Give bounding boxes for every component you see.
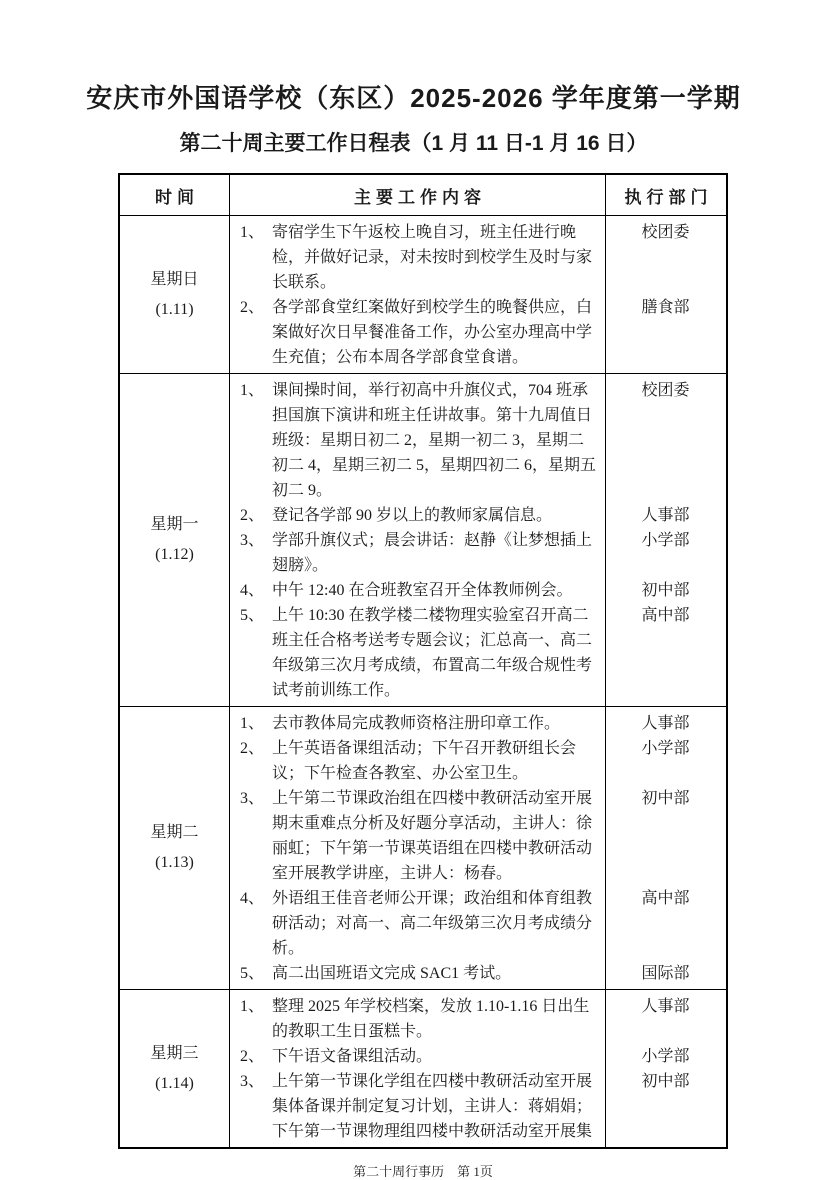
item-department: 人事部 — [641, 715, 690, 732]
item-number: 5、 — [240, 965, 265, 982]
day-label: 星期二 — [150, 824, 199, 841]
item-text: 寄宿学生下午返校上晚自习，班主任进行晚检，并做好记录，对未按时到校学生及时与家长联系。 — [272, 224, 593, 291]
item-department: 初中部 — [641, 582, 690, 599]
day-cell — [120, 707, 230, 989]
schedule-item — [230, 503, 726, 528]
item-text: 外语组王佳音老师公开课；政治组和体育组教研活动；对高一、高二年级第三次月考成绩分析。 — [272, 890, 593, 957]
item-content — [230, 295, 605, 370]
table-row — [120, 216, 726, 374]
schedule-item — [230, 711, 726, 736]
item-content — [230, 503, 605, 528]
item-content — [230, 220, 605, 295]
schedule-item — [230, 1069, 726, 1144]
item-content — [230, 378, 605, 503]
column-header-time: 时间 — [120, 175, 230, 215]
items-cell — [230, 707, 726, 989]
item-department: 膳食部 — [641, 299, 690, 316]
schedule-item — [230, 578, 726, 603]
item-content — [230, 786, 605, 886]
item-text: 下午语文备课组活动。 — [272, 1048, 433, 1065]
item-text: 登记各学部 90 岁以上的教师家属信息。 — [272, 507, 553, 524]
item-text: 去市教体局完成教师资格注册印章工作。 — [272, 715, 561, 732]
column-header-department: 执行部门 — [605, 175, 726, 215]
schedule-item — [230, 295, 726, 370]
schedule-item — [230, 603, 726, 703]
schedule-table — [118, 173, 728, 1149]
schedule-item — [230, 994, 726, 1044]
item-number: 1、 — [240, 224, 265, 241]
item-content — [230, 528, 605, 578]
page-footer: 第二十周行事历 第 1页 — [353, 1164, 493, 1179]
item-department: 高中部 — [641, 607, 690, 624]
item-department: 小学部 — [641, 532, 690, 549]
items-cell — [230, 990, 726, 1147]
item-number: 3、 — [240, 532, 265, 549]
item-number: 4、 — [240, 582, 265, 599]
item-content — [230, 994, 605, 1044]
item-number: 2、 — [240, 507, 265, 524]
table-row — [120, 707, 726, 990]
item-department: 初中部 — [641, 790, 690, 807]
item-number: 1、 — [240, 382, 265, 399]
item-number: 3、 — [240, 790, 265, 807]
date-label: (1.14) — [155, 1074, 194, 1092]
schedule-item — [230, 736, 726, 786]
item-content — [230, 603, 605, 703]
schedule-item — [230, 1044, 726, 1069]
item-department: 国际部 — [641, 965, 690, 982]
date-label: (1.11) — [155, 300, 194, 318]
item-department: 初中部 — [641, 1073, 690, 1090]
item-department: 小学部 — [641, 1048, 690, 1065]
item-number: 2、 — [240, 1048, 265, 1065]
date-label: (1.13) — [155, 854, 194, 871]
schedule-item — [230, 886, 726, 961]
schedule-item — [230, 961, 726, 986]
date-label: (1.12) — [155, 546, 194, 563]
item-number: 1、 — [240, 715, 265, 732]
item-text: 中午 12:40 在合班教室召开全体教师例会。 — [272, 582, 573, 599]
item-text: 上午第二节课政治组在四楼中教研活动室开展期末重难点分析及好题分享活动，主讲人：徐丽虹；下午第一节课英语组在四楼中教研活动室开展教学讲座，主讲人：杨春。 — [272, 790, 593, 882]
item-content — [230, 886, 605, 961]
item-content — [230, 1044, 605, 1069]
item-number: 2、 — [240, 299, 265, 316]
schedule-item — [230, 528, 726, 578]
items-cell — [230, 374, 726, 706]
item-content — [230, 711, 605, 736]
item-content — [230, 1069, 605, 1144]
schedule-item — [230, 220, 726, 295]
item-number: 1、 — [240, 998, 265, 1015]
schedule-item — [230, 378, 726, 503]
item-text: 学部升旗仪式；晨会讲话：赵静《让梦想插上翅膀》。 — [272, 532, 593, 574]
item-number: 5、 — [240, 607, 265, 624]
item-text: 高二出国班语文完成 SAC1 考试。 — [272, 965, 512, 982]
item-department: 人事部 — [641, 507, 690, 524]
table-row — [120, 990, 726, 1147]
table-header-row — [120, 175, 726, 216]
day-label: 星期日 — [150, 270, 199, 288]
item-content — [230, 736, 605, 786]
column-header-content: 主要工作内容 — [354, 187, 486, 207]
item-text: 上午 10:30 在教学楼二楼物理实验室召开高二班主任合格考送考专题会议；汇总高一、高二年级第三次月考成绩，布置高二年级合规性考试考前训练工作。 — [272, 607, 593, 699]
items-cell — [230, 216, 726, 373]
day-cell — [120, 216, 230, 373]
item-number: 2、 — [240, 740, 265, 757]
item-text: 各学部食堂红案做好到校学生的晚餐供应，白案做好次日早餐准备工作，办公室办理高中学生充值；公布本周各学部食堂食谱。 — [272, 299, 593, 366]
item-text: 上午第一节课化学组在四楼中教研活动室开展集体备课并制定复习计划，主讲人：蒋娟娟；下午第一节课物理组四楼中教研活动室开展集 — [272, 1073, 593, 1140]
item-number: 3、 — [240, 1073, 265, 1090]
item-text: 上午英语备课组活动；下午召开教研组长会议；下午检查各教室、办公室卫生。 — [272, 740, 577, 782]
item-content — [230, 961, 605, 986]
item-department: 小学部 — [641, 740, 690, 757]
day-label: 星期三 — [150, 1044, 199, 1062]
document-subtitle: 第二十周主要工作日程表（1 月 11 日-1 月 16 日） — [179, 132, 648, 155]
item-content — [230, 578, 605, 603]
day-label: 星期一 — [150, 516, 199, 533]
item-number: 4、 — [240, 890, 265, 907]
item-text: 课间操时间，举行初高中升旗仪式，704 班承担国旗下演讲和班主任讲故事。第十九周值日班级：星期日初二 2，星期一初二 3，星期二初二 4，星期三初二 5，星期四初二 6，星期五初二 9。 — [272, 382, 597, 499]
item-department: 高中部 — [641, 890, 690, 907]
day-cell — [120, 374, 230, 706]
table-row — [120, 374, 726, 707]
day-cell — [120, 990, 230, 1147]
document-title: 安庆市外国语学校（东区）2025-2026 学年度第一学期 — [86, 83, 741, 113]
item-department: 人事部 — [641, 998, 690, 1015]
item-department: 校团委 — [641, 382, 690, 399]
schedule-item — [230, 786, 726, 886]
item-department: 校团委 — [641, 224, 690, 241]
item-text: 整理 2025 年学校档案，发放 1.10-1.16 日出生的教职工生日蛋糕卡。 — [272, 998, 590, 1040]
